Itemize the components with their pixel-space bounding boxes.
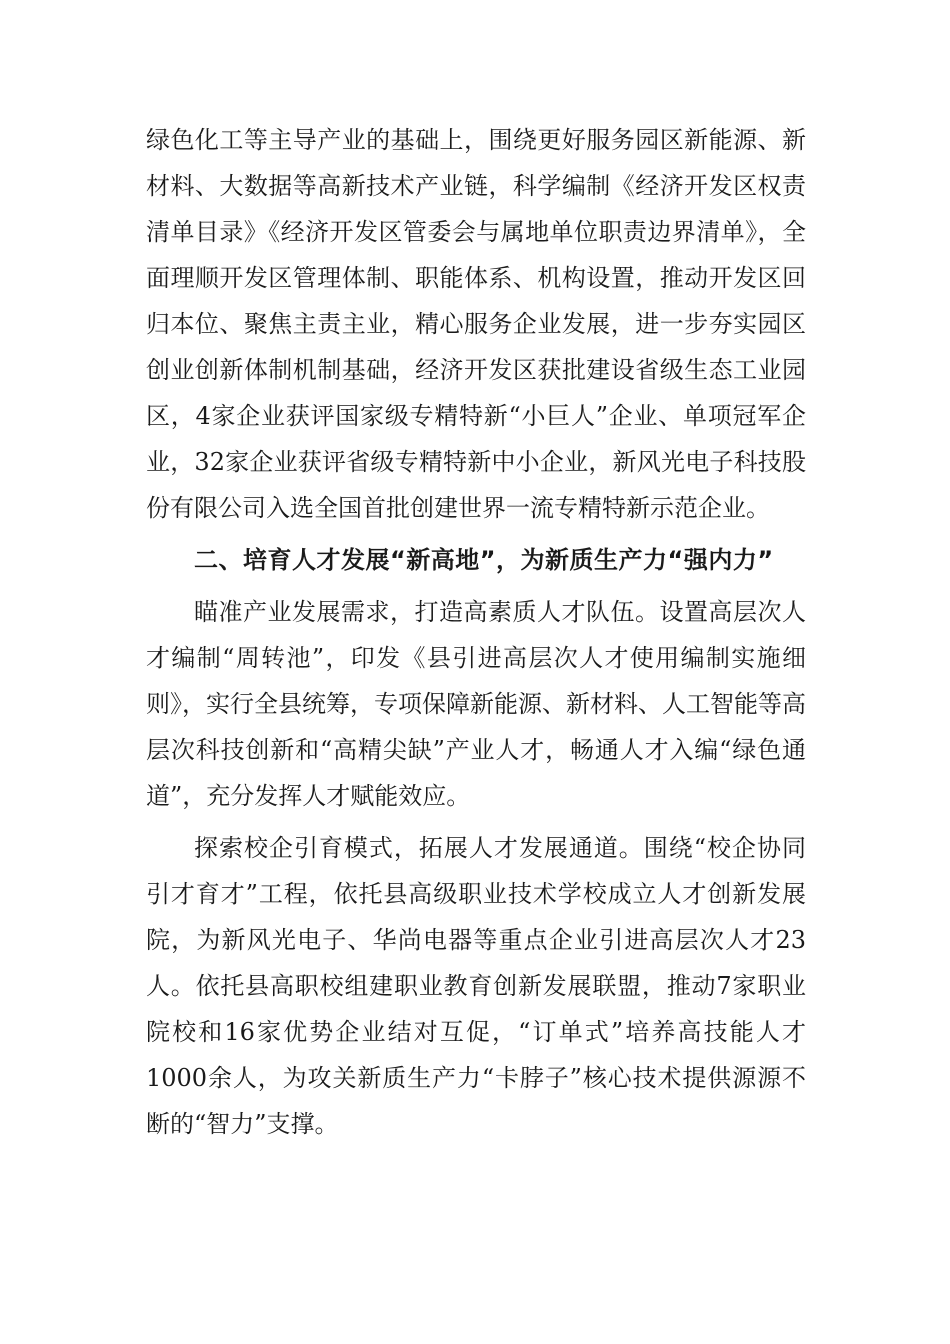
paragraph-talent-demand: 瞄准产业发展需求，打造高素质人才队伍。设置高层次人才编制“周转池”，印发《县引进高层次人才使用编制实施细则》，实行全县统筹，专项保障新能源、新材料、人工智能等高层次科技创新和“高精尖缺”产业人才，畅通人才入编“绿色通道”，充分发挥人才赋能效应。 — [146, 598, 806, 810]
paragraph-school-enterprise: 探索校企引育模式，拓展人才发展通道。围绕“校企协同引才育才”工程，依托县高级职业技术学校成立人才创新发展院，为新风光电子、华尚电器等重点企业引进高层次人才23人。依托县高职校组建职业教育创新发展联盟，推动7家职业院校和16家优势企业结对互促，“订单式”培养高技能人才1000余人，为攻关新质生产力“卡脖子”核心技术提供源源不断的“智力”支撑。 — [146, 834, 806, 1138]
document-body — [146, 117, 806, 1147]
paragraph-continued: 绿色化工等主导产业的基础上，围绕更好服务园区新能源、新材料、大数据等高新技术产业链，科学编制《经济开发区权责清单目录》《经济开发区管委会与属地单位职责边界清单》，全面理顺开发区管理体制、职能体系、机构设置，推动开发区回归本位、聚焦主责主业，精心服务企业发展，进一步夯实园区创业创新体制机制基础，经济开发区获批建设省级生态工业园区，4家企业获评国家级专精特新“小巨人”企业、单项冠军企业，32家企业获评省级专精特新中小企业，新风光电子科技股份有限公司入选全国首批创建世界一流专精特新示范企业。 — [146, 126, 806, 522]
section-heading: 二、培育人才发展“新高地”，为新质生产力“强内力” — [194, 546, 774, 574]
